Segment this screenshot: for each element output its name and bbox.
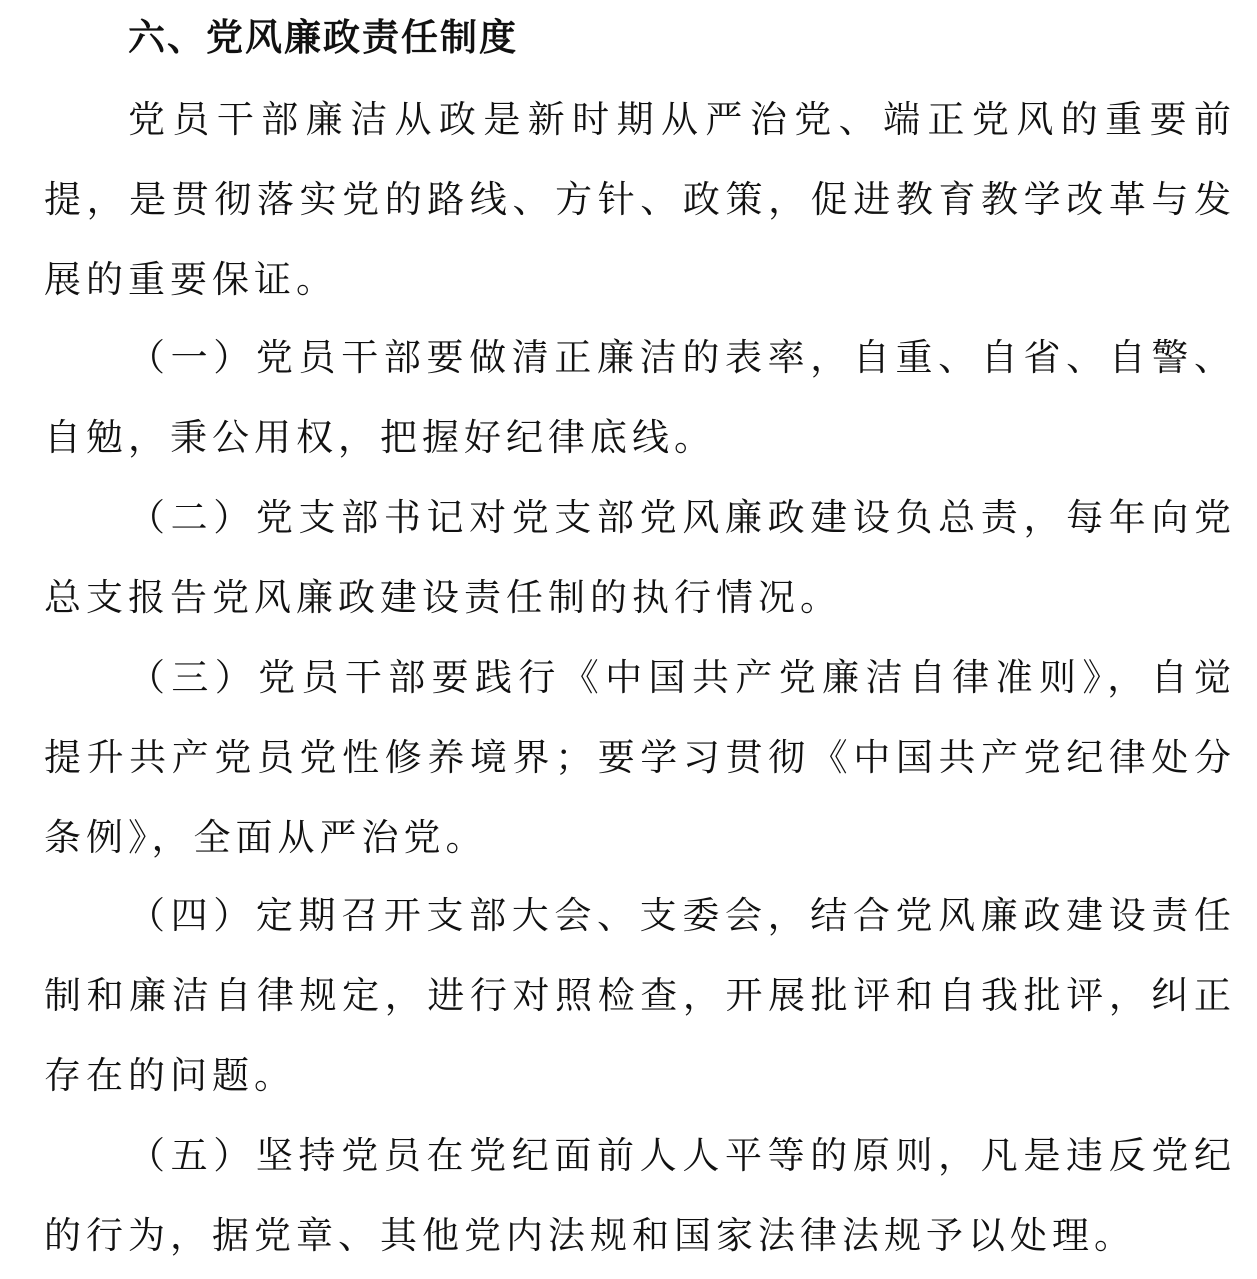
clause-2-paragraph: （二）党支部书记对党支部党风廉政建设负总责，每年向党总支报告党风廉政建设责任制的执行情况。 <box>44 496 1236 619</box>
clause-5-paragraph: （五）坚持党员在党纪面前人人平等的原则，凡是违反党纪的行为，据党章、其他党内法规和国家法律法规予以处理。 <box>44 1134 1236 1257</box>
clause-4-paragraph: （四）定期召开支部大会、支委会，结合党风廉政建设责任制和廉洁自律规定，进行对照检查，开展批评和自我批评，纠正存在的问题。 <box>44 894 1236 1097</box>
clause-1-paragraph: （一）党员干部要做清正廉洁的表率，自重、自省、自警、自勉，秉公用权，把握好纪律底线。 <box>44 336 1236 459</box>
section-title: 六、党风廉政责任制度 <box>128 16 518 59</box>
clause-3-paragraph: （三）党员干部要践行《中国共产党廉洁自律准则》，自觉提升共产党员党性修养境界；要学习贯彻《中国共产党纪律处分条例》，全面从严治党。 <box>44 656 1236 859</box>
intro-paragraph: 党员干部廉洁从政是新时期从严治党、端正党风的重要前提，是贯彻落实党的路线、方针、政策，促进教育教学改革与发展的重要保证。 <box>44 98 1236 301</box>
